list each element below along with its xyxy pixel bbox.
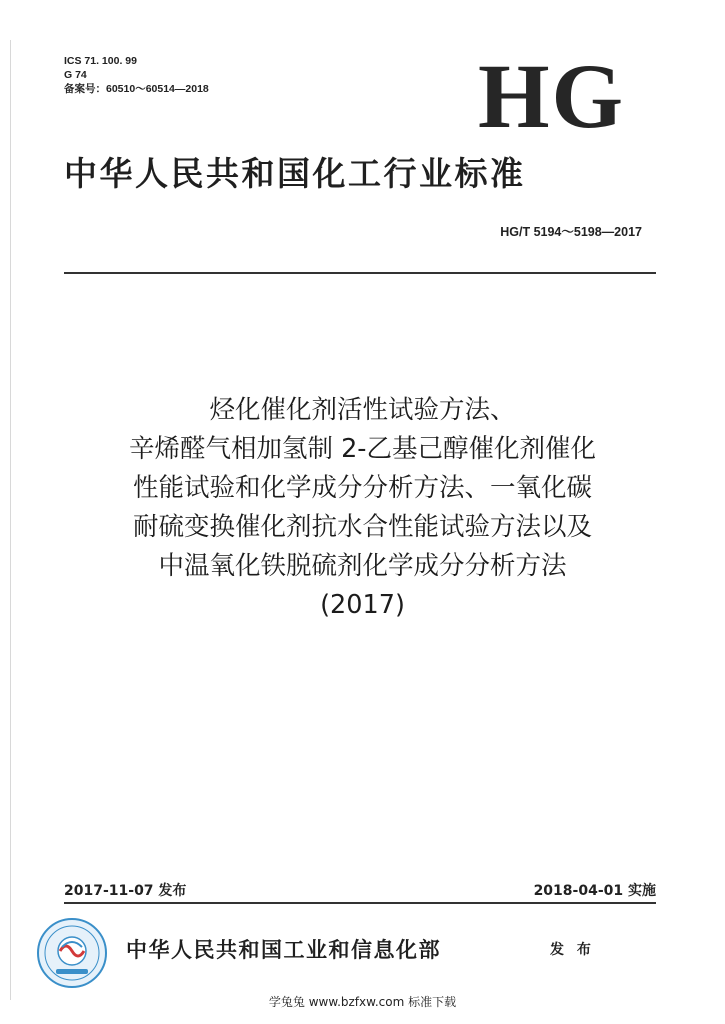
top-divider	[64, 272, 656, 274]
classification-code: G 74	[64, 69, 87, 81]
metadata-block	[64, 54, 209, 96]
bottom-divider	[64, 902, 656, 904]
title-line: 中温氧化铁脱硫剂化学成分分析方法	[158, 551, 567, 581]
effective-date: 2018-04-01 实施	[533, 883, 656, 899]
title-line: 烃化催化剂活性试验方法、	[209, 395, 516, 425]
publisher-seal-icon	[36, 917, 108, 989]
issuer-name: 中华人民共和国工业和信息化部	[126, 938, 441, 962]
standard-type-heading: 中华人民共和国化工行业标准	[64, 154, 526, 193]
issue-date: 2017-11-07 发布	[64, 883, 187, 899]
document-title	[40, 391, 685, 625]
title-line: 性能试验和化学成分分析方法、一氧化碳	[132, 473, 592, 503]
ics-code: ICS 71. 100. 99	[64, 55, 137, 67]
title-line: 耐硫变换催化剂抗水合性能试验方法以及	[132, 512, 592, 542]
title-line: 辛烯醛气相加氢制 2-乙基己醇催化剂催化	[128, 434, 597, 464]
title-line: (2017)	[320, 590, 405, 620]
standard-number: HG/T 5194～5198—2017	[500, 225, 642, 239]
footer-watermark-text: 学兔兔 www.bzfxw.com 标准下载	[268, 995, 457, 1009]
record-number: 备案号：60510～60514—2018	[64, 83, 209, 95]
issuer-suffix: 发 布	[550, 942, 595, 958]
hg-logo: HG	[478, 45, 626, 147]
scan-edge-line	[10, 40, 11, 1000]
